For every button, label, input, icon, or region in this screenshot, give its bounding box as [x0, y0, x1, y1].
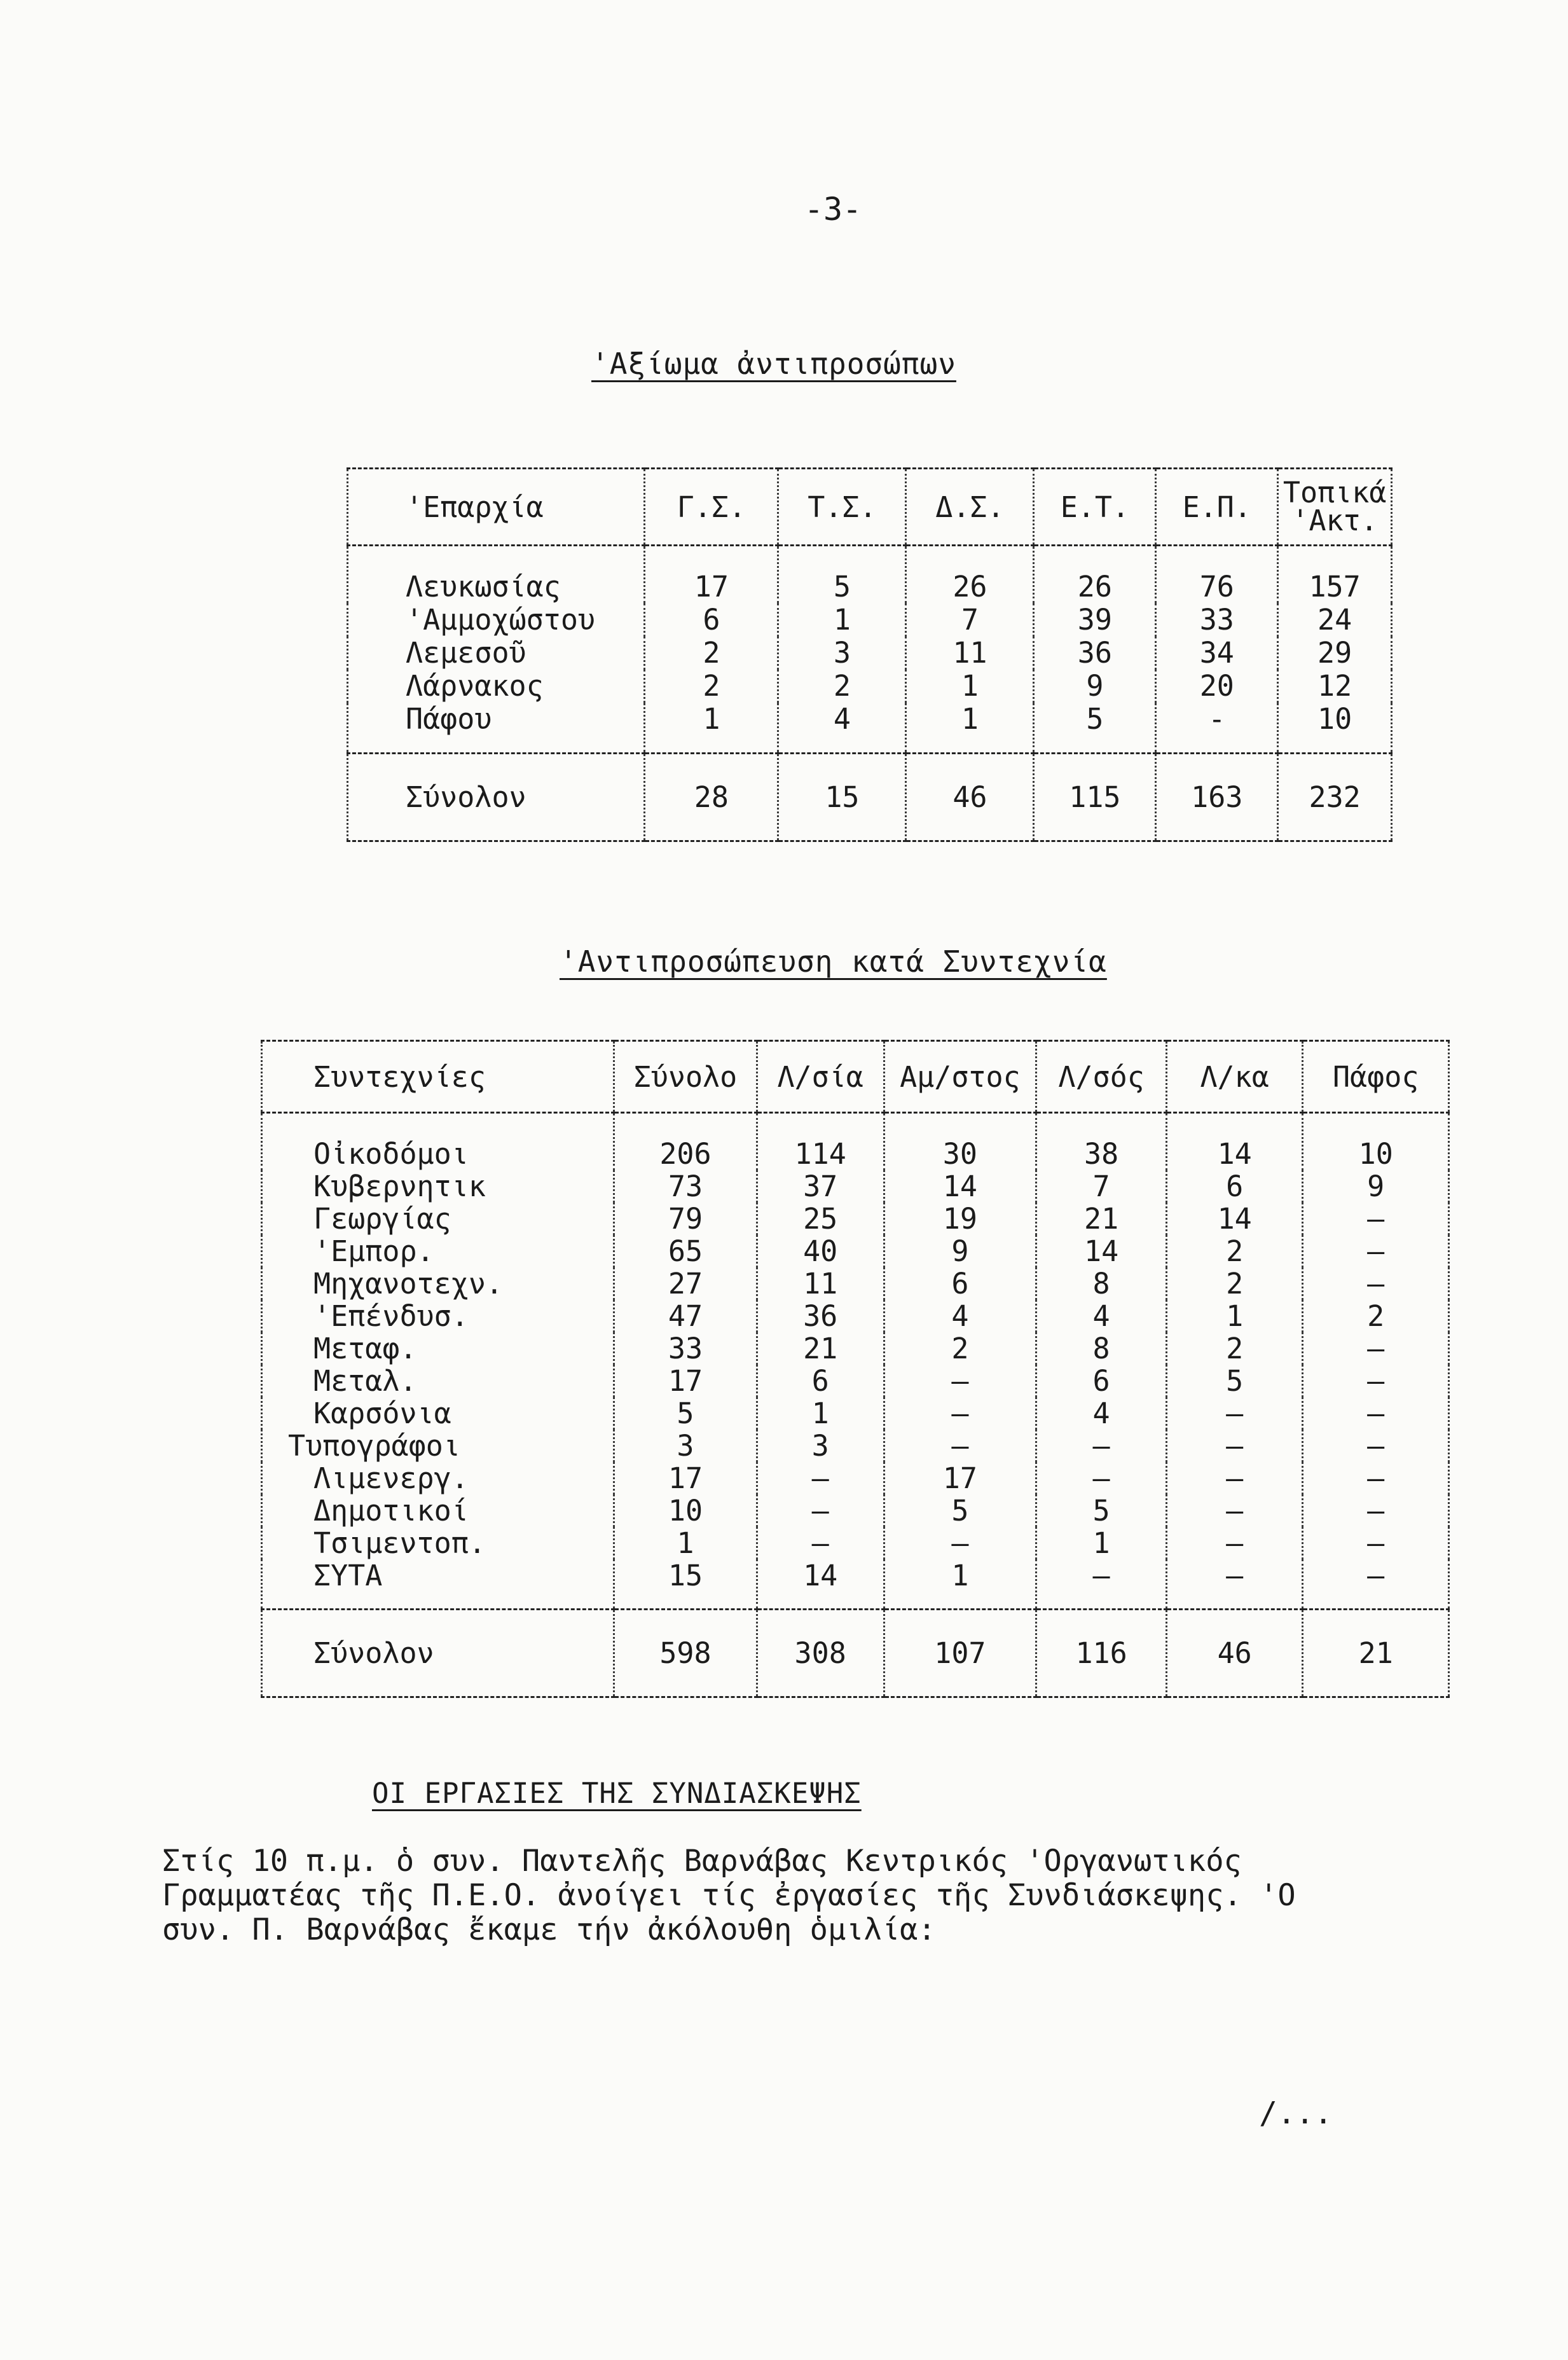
table-row [262, 1267, 1449, 1300]
total-label: Σύνολον [348, 754, 645, 841]
table-cell: — [1166, 1397, 1302, 1430]
column-header: Γ.Σ. [645, 469, 778, 546]
column-header: Σύνολο [614, 1041, 757, 1113]
table-cell: 79 [614, 1203, 757, 1235]
table-cell: 47 [614, 1300, 757, 1332]
column-header: Συντεχνίες [262, 1041, 614, 1113]
table-cell: 206 [614, 1113, 757, 1171]
column-header: Δ.Σ. [906, 469, 1034, 546]
table-cell: — [1303, 1203, 1449, 1235]
table-cell: — [1166, 1494, 1302, 1527]
table-cell: ΣΥΤΑ [262, 1559, 614, 1610]
table-cell: — [1166, 1430, 1302, 1462]
table-row [348, 604, 1392, 637]
table-total-row [348, 754, 1392, 841]
column-header: Λ/σός [1036, 1041, 1167, 1113]
total-cell: 107 [884, 1610, 1036, 1697]
table-cell: — [884, 1365, 1036, 1397]
table-cell: Λεμεσοῦ [348, 637, 645, 670]
table-cell: 2 [1166, 1235, 1302, 1267]
table-cell: 4 [884, 1300, 1036, 1332]
table-row [262, 1365, 1449, 1397]
table-cell: 14 [884, 1170, 1036, 1203]
table-cell: — [1166, 1559, 1302, 1610]
table-row [348, 703, 1392, 754]
table-cell: 21 [757, 1332, 884, 1365]
table-cell: 3 [778, 637, 906, 670]
table-cell: Λευκωσίας [348, 546, 645, 604]
table-row [348, 546, 1392, 604]
table-cell: 2 [1166, 1267, 1302, 1300]
table-cell: 17 [884, 1462, 1036, 1494]
table-cell: 3 [757, 1430, 884, 1462]
table-cell: Τσιμεντοπ. [262, 1527, 614, 1559]
table-cell: — [1036, 1559, 1167, 1610]
table-cell: 76 [1156, 546, 1278, 604]
table-cell: — [884, 1430, 1036, 1462]
table-cell: 37 [757, 1170, 884, 1203]
proceedings-title: ΟΙ ΕΡΓΑΣΙΕΣ ΤΗΣ ΣΥΝΔΙΑΣΚΕΨΗΣ [372, 1777, 862, 1810]
table-cell: 34 [1156, 637, 1278, 670]
table-cell: 5 [1166, 1365, 1302, 1397]
table-cell: 7 [1036, 1170, 1167, 1203]
table-cell: — [1303, 1527, 1449, 1559]
table-cell: 1 [1036, 1527, 1167, 1559]
table-row [348, 670, 1392, 703]
table-cell: 14 [757, 1559, 884, 1610]
table-cell: 5 [614, 1397, 757, 1430]
table-cell: 11 [906, 637, 1034, 670]
table-cell: 40 [757, 1235, 884, 1267]
table-cell: 38 [1036, 1113, 1167, 1171]
union-table [261, 1040, 1450, 1698]
table-cell: 17 [645, 546, 778, 604]
table-cell: 24 [1278, 604, 1392, 637]
table-row [262, 1462, 1449, 1494]
table-cell: 6 [884, 1267, 1036, 1300]
table-cell: — [884, 1397, 1036, 1430]
table-cell: 15 [614, 1559, 757, 1610]
table-cell: 73 [614, 1170, 757, 1203]
table-cell: 8 [1036, 1332, 1167, 1365]
table-row [262, 1559, 1449, 1610]
total-cell: 21 [1303, 1610, 1449, 1697]
table-cell: 1 [778, 604, 906, 637]
column-header: Ε.Τ. [1034, 469, 1156, 546]
table-cell: 17 [614, 1365, 757, 1397]
table-cell: 5 [1036, 1494, 1167, 1527]
table-cell: 2 [778, 670, 906, 703]
table-cell: 33 [1156, 604, 1278, 637]
total-cell: 116 [1036, 1610, 1167, 1697]
table-cell: 1 [906, 670, 1034, 703]
table-cell: 2 [1303, 1300, 1449, 1332]
total-cell: 15 [778, 754, 906, 841]
table-cell: — [1036, 1430, 1167, 1462]
total-cell: 163 [1156, 754, 1278, 841]
table-cell: — [884, 1527, 1036, 1559]
table-row [262, 1203, 1449, 1235]
table-cell: — [1036, 1462, 1167, 1494]
table-cell: — [1166, 1527, 1302, 1559]
table-row [262, 1430, 1449, 1462]
table-cell: 11 [757, 1267, 884, 1300]
table-cell: 14 [1166, 1203, 1302, 1235]
table-cell: 5 [884, 1494, 1036, 1527]
table-total-row [262, 1610, 1449, 1697]
representation-title: 'Αξίωμα ἀντιπροσώπων [591, 347, 956, 381]
paragraph-line: Γραμματέας τῆς Π.Ε.Ο. ἀνοίγει τίς ἐργασίες τῆς Συνδιάσκεψης. 'Ο [162, 1878, 1296, 1913]
table-cell: — [1303, 1430, 1449, 1462]
proceedings-paragraph [162, 1844, 1440, 1947]
table-cell: Δημοτικοί [262, 1494, 614, 1527]
table-cell: 36 [757, 1300, 884, 1332]
table-cell: 65 [614, 1235, 757, 1267]
table-cell: — [1166, 1462, 1302, 1494]
table-cell: Μεταλ. [262, 1365, 614, 1397]
table-cell: 3 [614, 1430, 757, 1462]
table-cell: — [1303, 1494, 1449, 1527]
table-cell: 30 [884, 1113, 1036, 1171]
table-cell: — [1303, 1397, 1449, 1430]
table-cell: 4 [778, 703, 906, 754]
table-cell: 5 [1034, 703, 1156, 754]
table-row [262, 1397, 1449, 1430]
table-cell: 26 [906, 546, 1034, 604]
table-cell: 6 [645, 604, 778, 637]
table-cell: 9 [1303, 1170, 1449, 1203]
representation-table [347, 467, 1393, 842]
column-header: Τ.Σ. [778, 469, 906, 546]
table-cell: 'Επένδυσ. [262, 1300, 614, 1332]
table-cell: — [1303, 1267, 1449, 1300]
table-cell: 10 [1303, 1113, 1449, 1171]
table-cell: 27 [614, 1267, 757, 1300]
table-cell: — [1303, 1235, 1449, 1267]
table-header-row [262, 1041, 1449, 1113]
table-row [262, 1494, 1449, 1527]
table-cell: — [1303, 1462, 1449, 1494]
table-cell: 20 [1156, 670, 1278, 703]
table-cell: — [757, 1494, 884, 1527]
column-header: Αμ/στος [884, 1041, 1036, 1113]
table-cell: Λάρνακος [348, 670, 645, 703]
table-cell: — [757, 1527, 884, 1559]
table-cell: 10 [1278, 703, 1392, 754]
table-cell: 36 [1034, 637, 1156, 670]
table-cell: 157 [1278, 546, 1392, 604]
table-cell: 7 [906, 604, 1034, 637]
column-header: 'Επαρχία [348, 469, 645, 546]
table-cell: 2 [1166, 1332, 1302, 1365]
total-cell: 46 [1166, 1610, 1302, 1697]
paragraph-line: Στίς 10 π.μ. ὁ συν. Παντελῆς Βαρνάβας Κεντρικός 'Οργανωτικός [162, 1844, 1242, 1879]
table-row [262, 1235, 1449, 1267]
table-cell: 4 [1036, 1300, 1167, 1332]
column-header: Λ/κα [1166, 1041, 1302, 1113]
table-cell: 1 [884, 1559, 1036, 1610]
table-cell: 6 [757, 1365, 884, 1397]
table-cell: Μηχανοτεχν. [262, 1267, 614, 1300]
table-cell: Γεωργίας [262, 1203, 614, 1235]
table-cell: — [757, 1462, 884, 1494]
page-number: -3- [804, 191, 862, 228]
column-header: Λ/σία [757, 1041, 884, 1113]
table-cell: 'Αμμοχώστου [348, 604, 645, 637]
total-label: Σύνολον [262, 1610, 614, 1697]
table-cell: 5 [778, 546, 906, 604]
column-header: Ε.Π. [1156, 469, 1278, 546]
table-header-row [348, 469, 1392, 546]
table-cell: 1 [614, 1527, 757, 1559]
total-cell: 28 [645, 754, 778, 841]
total-cell: 598 [614, 1610, 757, 1697]
table-row [262, 1170, 1449, 1203]
table-cell: 26 [1034, 546, 1156, 604]
table-cell: 29 [1278, 637, 1392, 670]
table-cell: Κυβερνητικ [262, 1170, 614, 1203]
table-cell: 14 [1166, 1113, 1302, 1171]
table-cell: Τυπογράφοι [262, 1430, 614, 1462]
table-cell: 1 [906, 703, 1034, 754]
table-cell: 2 [645, 637, 778, 670]
table-cell: Οἰκοδόμοι [262, 1113, 614, 1171]
table-cell: Πάφου [348, 703, 645, 754]
table-row [262, 1527, 1449, 1559]
table-cell: 17 [614, 1462, 757, 1494]
total-cell: 232 [1278, 754, 1392, 841]
table-cell: Καρσόνια [262, 1397, 614, 1430]
table-row [262, 1332, 1449, 1365]
table-cell: — [1303, 1365, 1449, 1397]
table-row [262, 1113, 1449, 1171]
table-cell: 2 [645, 670, 778, 703]
table-cell: Λιμενεργ. [262, 1462, 614, 1494]
table-cell: - [1156, 703, 1278, 754]
table-cell: 21 [1036, 1203, 1167, 1235]
table-cell: 1 [1166, 1300, 1302, 1332]
table-cell: 39 [1034, 604, 1156, 637]
union-title: 'Αντιπροσώπευση κατά Συντεχνία [560, 944, 1107, 979]
table-cell: 1 [645, 703, 778, 754]
table-row [348, 637, 1392, 670]
table-cell: 6 [1036, 1365, 1167, 1397]
table-cell: 10 [614, 1494, 757, 1527]
total-cell: 115 [1034, 754, 1156, 841]
table-cell: 114 [757, 1113, 884, 1171]
table-cell: 4 [1036, 1397, 1167, 1430]
table-cell: — [1303, 1332, 1449, 1365]
column-header: Τοπικά 'Ακτ. [1278, 469, 1392, 546]
table-cell: 'Εμπορ. [262, 1235, 614, 1267]
table-cell: 14 [1036, 1235, 1167, 1267]
table-cell: 19 [884, 1203, 1036, 1235]
continuation-mark: /... [1259, 2095, 1333, 2131]
table-cell: 25 [757, 1203, 884, 1235]
table-cell: Μεταφ. [262, 1332, 614, 1365]
table-cell: 33 [614, 1332, 757, 1365]
total-cell: 46 [906, 754, 1034, 841]
table-row [262, 1300, 1449, 1332]
column-header: Πάφος [1303, 1041, 1449, 1113]
table-cell: 9 [884, 1235, 1036, 1267]
table-cell: 2 [884, 1332, 1036, 1365]
total-cell: 308 [757, 1610, 884, 1697]
table-cell: — [1303, 1559, 1449, 1610]
paragraph-line: συν. Π. Βαρνάβας ἔκαμε τήν ἀκόλουθη ὁμιλία: [162, 1912, 936, 1947]
table-cell: 6 [1166, 1170, 1302, 1203]
table-cell: 9 [1034, 670, 1156, 703]
table-cell: 12 [1278, 670, 1392, 703]
table-cell: 1 [757, 1397, 884, 1430]
table-cell: 8 [1036, 1267, 1167, 1300]
